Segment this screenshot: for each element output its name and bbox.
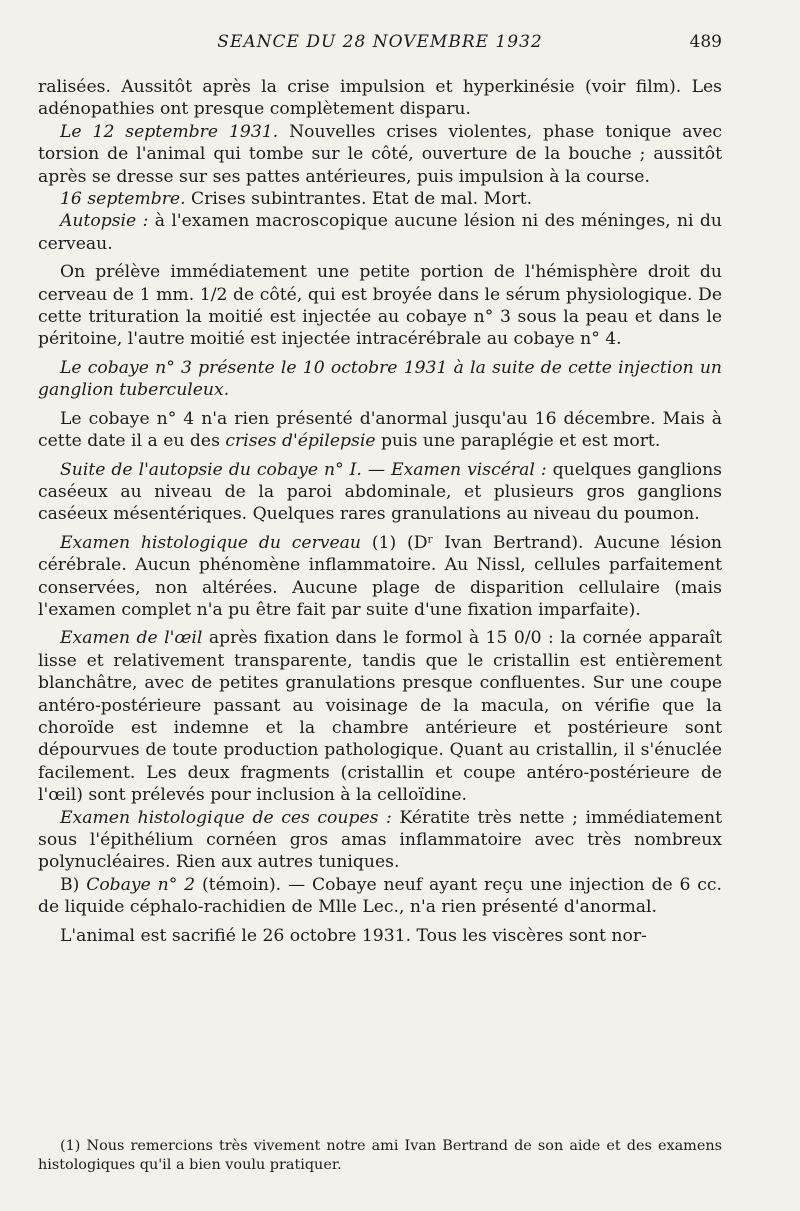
paragraph: Le cobaye n° 3 présente le 10 octobre 1931 à la suite de cette injection un ganglion tuberculeux. <box>38 357 722 401</box>
page-header <box>38 32 722 56</box>
paragraph: ralisées. Aussitôt après la crise impulsion et hyperkinésie (voir film). Les adénopathies ont presque complètement disparu. <box>38 77 722 120</box>
paragraph: On prélève immédiatement une petite portion de l'hémisphère droit du cerveau de 1 mm. 1/2 de côté, qui est broyée dans le sérum physiologique. De cette trituration la moitié est injectée au cobaye n° 3 sous la peau et dans le péritoine, l'autre moitié est injectée intracérébrale au cobaye n° 4. <box>38 262 722 350</box>
section-label: Examen histologique de ces coupes : <box>60 807 392 828</box>
paragraph <box>38 627 722 806</box>
footnote: (1) Nous remercions très vivement notre ami Ivan Bertrand de son aide et des examens histologiques qu'il a bien voulu pratiquer. <box>38 1138 722 1173</box>
paragraph <box>38 408 722 453</box>
page-number: 489 <box>689 32 722 52</box>
paragraph-text: à l'examen macroscopique aucune lésion ni des méninges, ni du cerveau. <box>38 211 722 254</box>
section-label: Suite de l'autopsie du cobaye n° I. — Examen viscéral : <box>60 459 547 480</box>
paragraph-text: Crises subintrantes. Etat de mal. Mort. <box>185 189 533 210</box>
paragraph-text: après fixation dans le formol à 15 0/0 : la cornée apparaît lisse et relativement transparente, tandis que le cristallin est entièrement blanchâtre, avec de petites granulations presque confluentes. Sur une coupe antéro-postérieure passant au voisinage de la macula, on vérifie que la choroïde est indemne et la chambre antérieure et postérieure sont dépourvues de toute production pathologique. Quant au cristallin, il s'énuclée facilement. Les deux fragments (cristallin et coupe antéro-postérieure de l'œil) sont prélevés pour inclusion à la celloïdine. <box>38 628 722 806</box>
paragraph-text: Nouvelles crises violentes, phase tonique avec torsion de l'animal qui tombe sur le côté, ouverture de la bouche ; aussitôt après se dresse sur ses pattes antérieures, puis impulsion à la course. <box>38 121 723 187</box>
paragraph <box>38 532 722 622</box>
paragraph-text: B) <box>60 874 87 895</box>
paragraph-text: Le cobaye n° 4 n'a rien présenté d'anormal jusqu'au 16 décembre. Mais à cette date il a eu des <box>38 408 722 452</box>
date-label: 16 septembre. <box>60 189 186 210</box>
footnotes <box>38 1137 722 1175</box>
paragraph-text: (1) (Dʳ Ivan Bertrand). Aucune lésion cérébrale. Aucun phénomène inflammatoire. Au Nissl, cellules parfaitement conservées, non altérées. Aucune plage de disparition cellulaire (mais l'examen complet n'a pu être fait par suite d'une fixation imparfaite). <box>38 532 722 620</box>
paragraph: L'animal est sacrifié le 26 octobre 1931. Tous les viscères sont nor- <box>60 925 647 946</box>
body-text <box>38 76 722 947</box>
paragraph <box>38 874 722 919</box>
paragraph <box>38 459 722 526</box>
paragraph <box>38 188 722 210</box>
section-label: Examen de l'œil <box>60 628 203 649</box>
paragraph-text: Kératite très nette ; immédiatement sous l'épithélium cornéen gros amas inflammatoire avec très nombreux polynucléaires. Rien aux autres tuniques. <box>38 807 722 873</box>
section-label: Examen histologique du cerveau <box>60 532 361 553</box>
paragraph-text: quelques ganglions caséeux au niveau de la paroi abdominale, et plusieurs gros ganglions caséeux mésentériques. Quelques rares granulations au niveau du poumon. <box>38 459 722 525</box>
section-label: Autopsie : <box>60 211 149 232</box>
paragraph-text: puis une paraplégie et est mort. <box>375 431 661 452</box>
paragraph <box>38 210 722 255</box>
paragraph <box>38 807 722 874</box>
paragraph-text: (témoin). — Cobaye neuf ayant reçu une injection de 6 cc. de liquide céphalo-rachidien de Mlle Lec., n'a rien présenté d'anormal. <box>38 874 722 918</box>
running-head: SEANCE DU 28 NOVEMBRE 1932 <box>217 32 543 52</box>
date-label: Le 12 septembre 1931. <box>60 121 279 142</box>
emphasis: crises d'épilepsie <box>225 431 376 452</box>
section-label: Cobaye n° 2 <box>86 874 196 895</box>
paragraph <box>38 121 722 188</box>
